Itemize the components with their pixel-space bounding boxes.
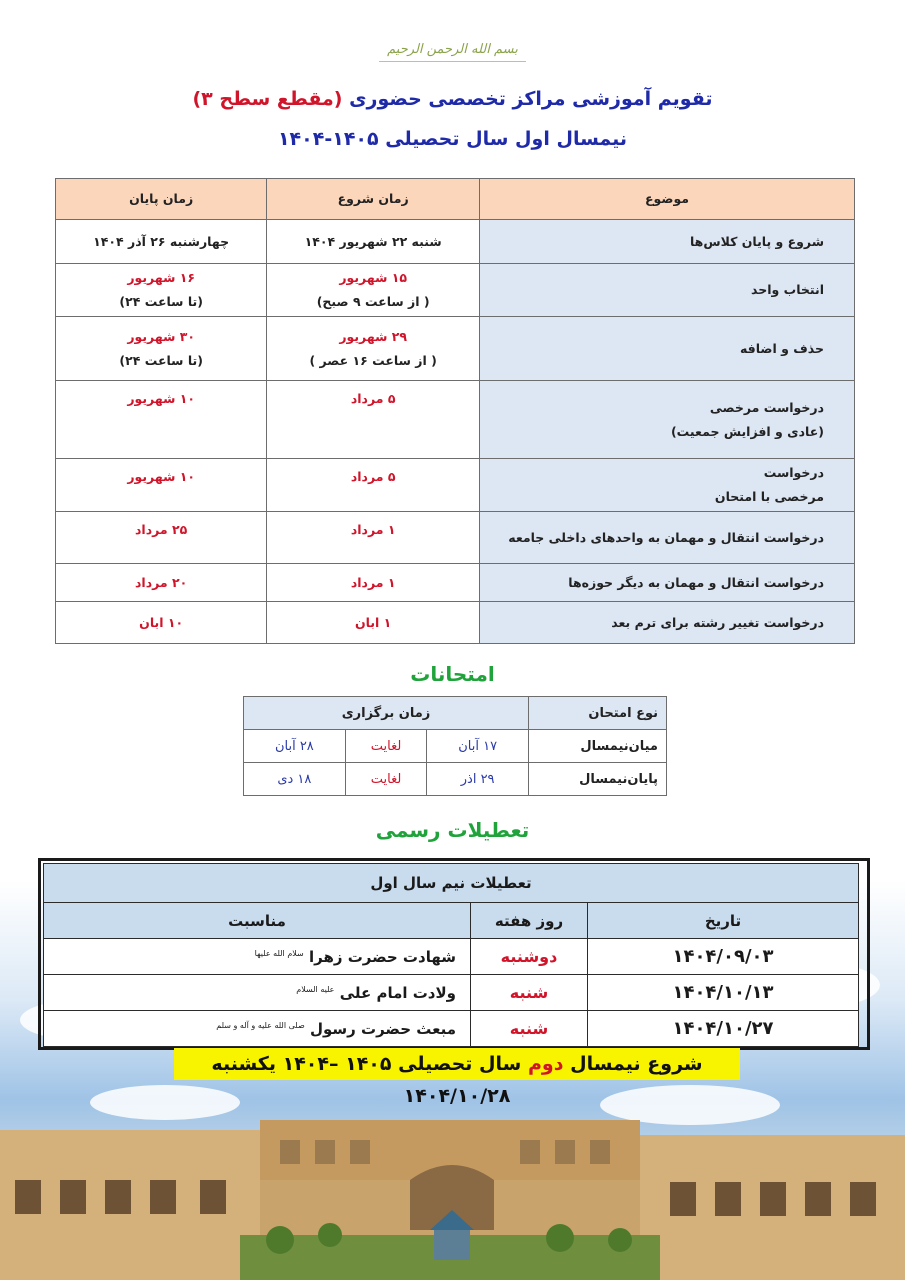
table-row xyxy=(56,459,855,512)
exam-sep: لغایت xyxy=(345,763,427,796)
table-row xyxy=(56,564,855,602)
title-main: تقویم آموزشی مراکز تخصصی حضوری xyxy=(349,88,713,110)
row-topic: شروع و پایان کلاس‌ها xyxy=(480,220,855,264)
start-note: ( از ساعت ۹ صبح) xyxy=(316,294,430,309)
holidays-caption-row xyxy=(44,864,859,903)
table-row xyxy=(56,512,855,564)
end-date: ۱۶ شهریور xyxy=(127,270,195,285)
row-start: ۵ مرداد xyxy=(267,459,480,512)
exam-type: میان‌نیمسال xyxy=(529,730,667,763)
holiday-date: ۱۴۰۴/۱۰/۲۷ xyxy=(588,1011,859,1047)
header-occasion: مناسبت xyxy=(44,903,471,939)
table-row xyxy=(44,1011,859,1047)
page-title xyxy=(0,88,905,110)
row-topic: درخواست انتقال و مهمان به دیگر حوزه‌ها xyxy=(480,564,855,602)
bismillah-text: بسم الله الرحمن الرحیم xyxy=(379,40,526,62)
table-row xyxy=(56,381,855,459)
header-exam-type: نوع امتحان xyxy=(529,697,667,730)
start-date: ۱۵ شهریور xyxy=(339,270,407,285)
row-start: ۵ مرداد xyxy=(267,381,480,459)
banner-part1: شروع نیمسال xyxy=(570,1053,703,1075)
holiday-weekday: شنبه xyxy=(471,975,588,1011)
row-end: ۱۰ ابان xyxy=(56,602,267,644)
occasion-honorific: علیه السلام xyxy=(296,984,335,994)
bismillah-calligraphy xyxy=(0,40,905,62)
exam-type: پایان‌نیمسال xyxy=(529,763,667,796)
exams-table xyxy=(243,696,667,796)
exams-header-row xyxy=(244,697,667,730)
table-row xyxy=(56,602,855,644)
second-semester-banner xyxy=(174,1048,740,1107)
table-row xyxy=(44,975,859,1011)
title-level: (مقطع سطح ۳) xyxy=(192,88,343,110)
campus-building-photo xyxy=(0,1110,905,1280)
holidays-caption: تعطیلات نیم سال اول xyxy=(44,864,859,903)
row-end xyxy=(56,264,267,317)
exam-from: ۱۷ آبان xyxy=(427,730,529,763)
row-topic: حذف و اضافه xyxy=(480,317,855,381)
exam-sep: لغایت xyxy=(345,730,427,763)
end-note: (تا ساعت ۲۴) xyxy=(119,294,203,309)
table-row xyxy=(244,763,667,796)
banner-part2: دوم xyxy=(527,1053,564,1075)
row-end: ۲۰ مرداد xyxy=(56,564,267,602)
start-note: ( از ساعت ۱۶ عصر ) xyxy=(309,352,437,368)
occasion-honorific: سلام الله علیها xyxy=(254,948,304,958)
table-row xyxy=(56,264,855,317)
holidays-title: تعطیلات رسمی xyxy=(375,818,530,842)
holiday-occasion xyxy=(44,1011,471,1047)
row-start: ۱ مرداد xyxy=(267,512,480,564)
row-end: چهارشنبه ۲۶ آذر ۱۴۰۴ xyxy=(56,220,267,264)
header-exam-time: زمان برگزاری xyxy=(244,697,529,730)
row-end: ۱۰ شهریور xyxy=(56,459,267,512)
schedule-header-row xyxy=(56,179,855,220)
row-start: شنبه ۲۲ شهریور ۱۴۰۴ xyxy=(267,220,480,264)
row-topic: درخواست تغییر رشته برای ترم بعد xyxy=(480,602,855,644)
table-row xyxy=(244,730,667,763)
topic-note: (عادی و افزایش جمعیت) xyxy=(670,423,824,439)
row-topic xyxy=(480,381,855,459)
schedule-table xyxy=(55,178,855,644)
holidays-table xyxy=(43,863,859,1047)
row-start: ۱ مرداد xyxy=(267,564,480,602)
row-start xyxy=(267,264,480,317)
header-start: زمان شروع xyxy=(267,179,480,220)
row-end: ۲۵ مرداد xyxy=(56,512,267,564)
holiday-date: ۱۴۰۴/۰۹/۰۳ xyxy=(588,939,859,975)
row-end: ۱۰ شهریور xyxy=(56,381,267,459)
exam-to: ۱۸ دی xyxy=(244,763,346,796)
page-subtitle: نیمسال اول سال تحصیلی ۱۴۰۵-۱۴۰۴ xyxy=(277,128,628,150)
header-weekday: روز هفته xyxy=(471,903,588,939)
row-topic: انتخاب واحد xyxy=(480,264,855,317)
topic-note: مرخصی با امتحان xyxy=(714,489,824,504)
holiday-occasion xyxy=(44,939,471,975)
holidays-header-row xyxy=(44,903,859,939)
row-end xyxy=(56,317,267,381)
table-row xyxy=(56,220,855,264)
table-row xyxy=(56,317,855,381)
holiday-weekday: دوشنبه xyxy=(471,939,588,975)
header-end: زمان پایان xyxy=(56,179,267,220)
end-date: ۳۰ شهریور xyxy=(127,328,195,344)
row-topic xyxy=(480,459,855,512)
occasion-honorific: صلی الله علیه و آله و سلم xyxy=(216,1020,305,1030)
topic-text: درخواست xyxy=(763,465,824,480)
row-start: ۱ ابان xyxy=(267,602,480,644)
holiday-occasion xyxy=(44,975,471,1011)
topic-text: درخواست مرخصی xyxy=(709,399,824,415)
table-row xyxy=(44,939,859,975)
occasion-text: شهادت حضرت زهرا xyxy=(308,947,456,966)
holiday-date: ۱۴۰۴/۱۰/۱۳ xyxy=(588,975,859,1011)
exams-title: امتحانات xyxy=(410,662,495,686)
occasion-text: مبعث حضرت رسول xyxy=(309,1019,456,1038)
row-topic: درخواست انتقال و مهمان به واحدهای داخلی جامعه xyxy=(480,512,855,564)
row-start xyxy=(267,317,480,381)
occasion-text: ولادت امام علی xyxy=(339,983,456,1002)
start-date: ۲۹ شهریور xyxy=(339,328,407,344)
exam-from: ۲۹ اذر xyxy=(427,763,529,796)
header-topic: موضوع xyxy=(480,179,855,220)
holiday-weekday: شنبه xyxy=(471,1011,588,1047)
exam-to: ۲۸ آبان xyxy=(244,730,346,763)
banner-part3: سال تحصیلی ۱۴۰۵ –۱۴۰۴ یکشنبه ۱۴۰۴/۱۰/۲۸ xyxy=(211,1053,522,1107)
end-note: (تا ساعت ۲۴) xyxy=(119,352,203,368)
header-date: تاریخ xyxy=(588,903,859,939)
